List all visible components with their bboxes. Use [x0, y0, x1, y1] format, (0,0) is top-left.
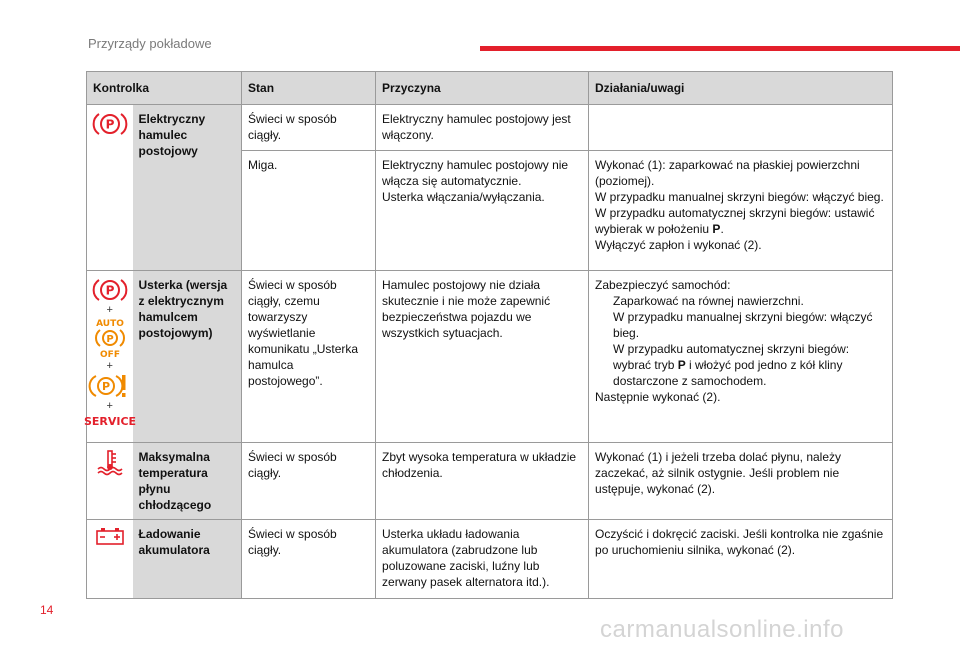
row-name-fault: Usterka (wersja z elektrycznym hamulcem postojowym) — [133, 271, 242, 443]
state-cell: Świeci w sposób ciągły. — [242, 520, 376, 599]
watermark: carmanualsonline.info — [600, 616, 844, 643]
plus-sign: + — [106, 400, 113, 412]
svg-text:P: P — [105, 283, 115, 298]
fault-icons-cell — [83, 271, 136, 443]
gear-position-label: P — [712, 222, 721, 236]
state-cell: Świeci w sposób ciągły. — [242, 105, 376, 151]
action-text: W przypadku automatycznej skrzyni biegów: ustawić wybierak w położeniu — [595, 206, 875, 236]
battery-icon-cell — [87, 520, 133, 599]
table-row — [87, 443, 893, 520]
row-name-parking-brake: Elektryczny hamulec postojowy — [133, 105, 242, 271]
service-label: SERVICE — [83, 415, 136, 428]
coolant-temperature-icon — [95, 449, 125, 475]
auto-label: AUTO — [95, 319, 124, 329]
header-stan: Stan — [242, 72, 376, 105]
action-line: W przypadku manualnej skrzyni biegów: włączyć bieg. — [595, 190, 884, 204]
svg-text:P: P — [101, 380, 110, 393]
gear-position-label: P — [677, 358, 686, 372]
state-cell: Miga. — [242, 151, 376, 271]
service-icon — [83, 413, 136, 428]
list-item — [595, 341, 886, 389]
action-cell — [589, 151, 893, 271]
auto-p-off-icon — [92, 317, 128, 359]
svg-text:P: P — [106, 334, 114, 345]
bullet-text: W przypadku automatycznej skrzyni biegów: wybrać tryb — [613, 342, 850, 372]
cause-cell — [376, 151, 589, 271]
bullet-text: i włożyć pod jedno z kół kliny dostarczone z samochodem. — [613, 358, 843, 388]
page-number: 14 — [40, 603, 54, 617]
warning-lights-table — [83, 71, 893, 599]
parking-brake-p-icon — [93, 111, 127, 137]
battery-charge-icon — [95, 526, 125, 546]
row-name-battery: Ładowanie akumulatora — [133, 520, 242, 599]
action-cell — [589, 105, 893, 151]
plus-sign: + — [106, 304, 113, 316]
action-line: Wykonać (1): zaparkować na płaskiej powierzchni (poziomej). — [595, 158, 860, 188]
table-header-row — [87, 72, 893, 105]
state-cell: Świeci w sposób ciągły. — [242, 443, 376, 520]
bullet-text: W przypadku manualnej skrzyni biegów: włączyć bieg. — [613, 310, 873, 340]
action-text: . — [720, 222, 724, 236]
cause-line: Elektryczny hamulec postojowy nie włącza się automatycznie. — [382, 158, 569, 188]
off-label: OFF — [99, 350, 120, 360]
cause-line: Usterka włączania/wyłączania. — [382, 190, 545, 204]
table-row — [87, 271, 893, 443]
bullet-text: Zaparkować na równej nawierzchni. — [613, 294, 804, 308]
action-cell: Oczyścić i dokręcić zaciski. Jeśli kontrolka nie zgaśnie po uruchomieniu silnika, wykonać (2). — [589, 520, 893, 599]
brake-service-icon — [91, 373, 129, 399]
parking-brake-p-icon — [93, 277, 127, 303]
row-name-coolant: Maksymalna temperatura płynu chłodzącego — [133, 443, 242, 520]
table-row — [87, 105, 893, 151]
state-cell: Świeci w sposób ciągły, czemu towarzyszy wyświetlanie komunikatu „Usterka hamulca postojowego”. — [242, 271, 376, 443]
list-item — [595, 293, 886, 309]
action-cell: Wykonać (1) i jeżeli trzeba dolać płynu, należy zaczekać, aż silnik ostygnie. Jeśli problem nie ustępuje, wykonać (2). — [589, 443, 893, 520]
cause-cell: Usterka układu ładowania akumulatora (zabrudzone lub poluzowane zaciski, luźny lub zerwany pasek alternatora itd.). — [376, 520, 589, 599]
action-outro: Następnie wykonać (2). — [595, 390, 721, 404]
cause-cell: Elektryczny hamulec postojowy jest włączony. — [376, 105, 589, 151]
action-line — [595, 205, 886, 237]
header-kontrolka: Kontrolka — [87, 72, 242, 105]
header-accent-bar — [480, 46, 960, 51]
coolant-icon-cell — [87, 443, 133, 520]
plus-sign: + — [106, 360, 113, 372]
svg-text:P: P — [105, 117, 115, 132]
header-dzialania: Działania/uwagi — [589, 72, 893, 105]
table-row — [87, 520, 893, 599]
cause-cell: Zbyt wysoka temperatura w układzie chłodzenia. — [376, 443, 589, 520]
cause-cell: Hamulec postojowy nie działa skutecznie i nie może zapewnić bezpieczeństwa pojazdu we wszystkich sytuacjach. — [376, 271, 589, 443]
action-cell — [589, 271, 893, 443]
section-title: Przyrządy pokładowe — [88, 36, 212, 51]
action-line: Wyłączyć zapłon i wykonać (2). — [595, 238, 762, 252]
action-bullets — [595, 293, 886, 389]
list-item — [595, 309, 886, 341]
header-przyczyna: Przyczyna — [376, 72, 589, 105]
parking-brake-icon-cell — [87, 105, 133, 271]
action-intro: Zabezpieczyć samochód: — [595, 278, 731, 292]
